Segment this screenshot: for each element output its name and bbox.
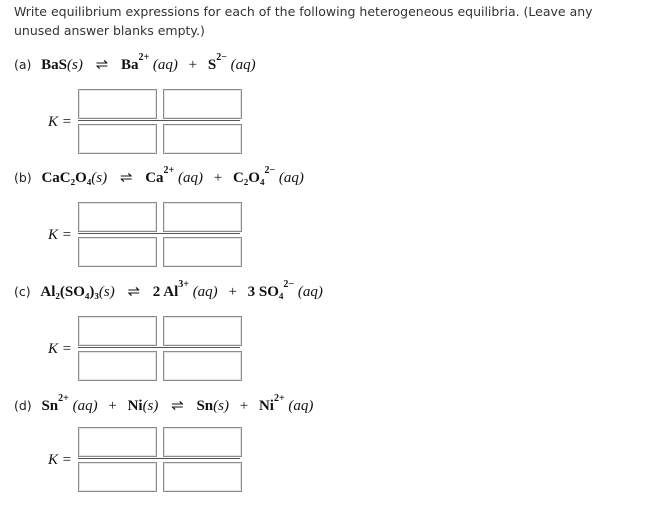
plus-sign: + <box>213 170 223 186</box>
denominator-blank-1[interactable] <box>78 351 157 381</box>
denominator-blank-2[interactable] <box>163 351 242 381</box>
species: $Ni^{2+}$ <box>258 393 285 414</box>
fraction-bar <box>78 458 240 459</box>
plus-sign: + <box>239 398 249 414</box>
k-expression-d <box>78 427 240 490</box>
equation-a <box>14 52 256 74</box>
equilibrium-arrow: ⇌ <box>95 57 109 73</box>
state: (s) <box>213 398 229 414</box>
denominator-blank-2[interactable] <box>163 237 242 267</box>
state: (aq) <box>152 57 178 73</box>
numerator-blank-1[interactable] <box>78 316 157 346</box>
numerator-blank-2[interactable] <box>163 316 242 346</box>
numerator-blank-1[interactable] <box>78 427 157 457</box>
problem-label: (a) <box>14 57 32 72</box>
state: (aq) <box>278 170 304 186</box>
denominator-blank-1[interactable] <box>78 124 157 154</box>
denominator-blank-2[interactable] <box>163 124 242 154</box>
charge: 2+ <box>273 393 285 404</box>
state: (aq) <box>288 398 314 414</box>
k-label: K = <box>48 452 72 468</box>
equation-c <box>14 279 323 301</box>
state: (aq) <box>192 284 218 300</box>
k-label: K = <box>48 227 72 243</box>
state: (s) <box>67 57 83 73</box>
species: $Ca^{2+}$ <box>145 165 175 186</box>
species: BaS <box>41 57 68 73</box>
equilibrium-arrow: ⇌ <box>127 284 141 300</box>
state: (aq) <box>177 170 203 186</box>
k-expression-a <box>78 89 240 152</box>
charge: 2− <box>283 279 295 290</box>
state: (s) <box>91 170 108 186</box>
species: $Ba^{2+}$ <box>120 52 150 73</box>
state: (aq) <box>72 398 98 414</box>
charge: 3+ <box>178 279 189 290</box>
k-expression-c <box>78 316 240 379</box>
charge: 2+ <box>58 393 69 404</box>
species: 2 $Al^{3+}$ <box>152 279 189 300</box>
species: C₂O₄$^{2-}$ <box>232 165 276 186</box>
species: CaC₂O₄ <box>41 170 92 186</box>
equilibrium-arrow: ⇌ <box>119 170 133 186</box>
species: Al₂(SO₄)₃ <box>40 284 99 300</box>
problem-label: (c) <box>14 284 31 299</box>
numerator-blank-2[interactable] <box>163 89 242 119</box>
numerator-blank-2[interactable] <box>163 427 242 457</box>
instructions-text: Write equilibrium expressions for each of the following heterogeneous equilibria. (Leave any unused answer blanks empty.) <box>14 4 593 38</box>
species: Ni <box>127 398 143 414</box>
state: (s) <box>98 284 115 300</box>
plus-sign: + <box>228 284 237 300</box>
denominator-blank-1[interactable] <box>78 237 157 267</box>
equation-b <box>14 165 304 187</box>
equation-d <box>14 393 314 415</box>
coefficient: 3 <box>247 284 256 300</box>
numerator-blank-1[interactable] <box>78 202 157 232</box>
species: 3 SO₄$^{2-}$ <box>247 279 295 300</box>
fraction-bar <box>78 347 240 348</box>
charge: 2− <box>264 165 276 176</box>
numerator-blank-2[interactable] <box>163 202 242 232</box>
charge: 2+ <box>138 52 150 63</box>
coefficient: 2 <box>152 284 161 300</box>
k-label: K = <box>48 114 72 130</box>
species: $Sn^{2+}$ <box>41 393 69 414</box>
equilibrium-arrow: ⇌ <box>171 398 184 414</box>
problem-label: (b) <box>14 170 32 185</box>
state: (aq) <box>230 57 256 73</box>
denominator-blank-1[interactable] <box>78 462 157 492</box>
k-expression-b <box>78 202 240 265</box>
charge: 2− <box>216 52 227 63</box>
plus-sign: + <box>108 398 117 414</box>
denominator-blank-2[interactable] <box>163 462 242 492</box>
species: $S^{2-}$ <box>207 52 227 73</box>
plus-sign: + <box>188 57 198 73</box>
problem-label: (d) <box>14 398 32 413</box>
numerator-blank-1[interactable] <box>78 89 157 119</box>
k-label: K = <box>48 341 72 357</box>
state: (s) <box>142 398 159 414</box>
state: (aq) <box>297 284 323 300</box>
fraction-bar <box>78 233 240 234</box>
species: Sn <box>196 398 214 414</box>
fraction-bar <box>78 120 240 121</box>
charge: 2+ <box>163 165 175 176</box>
